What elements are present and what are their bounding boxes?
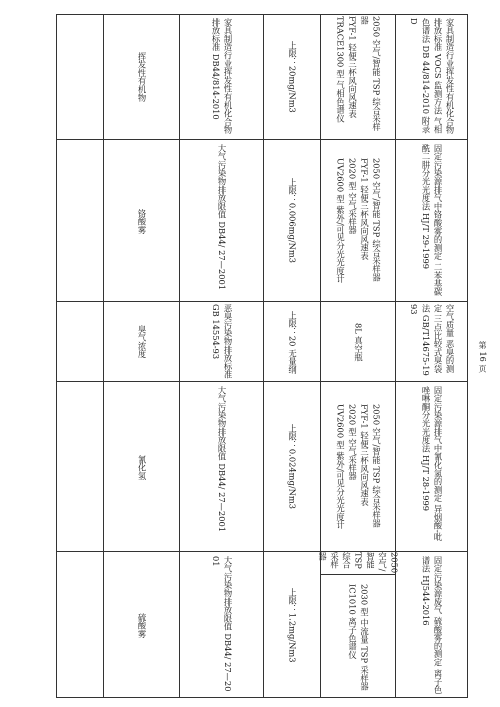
method-cell (395, 140, 468, 302)
method-cell (395, 552, 468, 698)
equipment-list (347, 584, 371, 691)
pollutant-name: 挥发性有机物 (137, 52, 147, 102)
standard-cell (179, 140, 264, 302)
equipment-item: UV2600 型 紫外/可见分光光度计 (335, 404, 346, 530)
limit-cell (263, 140, 321, 302)
limit-cell (263, 552, 321, 698)
method-cell (395, 302, 468, 382)
equipment-item: UV2600 型 紫外/可见分光光度计 (335, 158, 346, 284)
pollutant-name-cell (103, 140, 180, 302)
equipment-item: 2050 空气/智能 TSP 综合采样器 (371, 404, 382, 528)
table-row (57, 381, 467, 552)
pollutant-name-cell (103, 382, 180, 552)
table-row (57, 139, 467, 302)
standard-text: 大气污染物排放限值 DB44/ 27—2001 (211, 555, 233, 692)
equipment-item: FYF-1 轻便三杯风向风速表 (347, 16, 358, 119)
equipment-cell (320, 382, 396, 552)
standard-cell (179, 552, 264, 698)
equipment-item: FYF-1 轻便三杯风向风速表 (359, 158, 370, 261)
equipment-item: 2050 空气/智能 TSP 综合采样器 (371, 158, 382, 282)
blank-cell (57, 552, 103, 698)
equipment-subcell (321, 574, 396, 699)
equipment-cell (320, 302, 396, 382)
pollutant-name: 氰化氢 (137, 454, 147, 480)
equipment-item: 2050 空气/智能 TSP 综合采样器 (359, 16, 382, 132)
method-cell (395, 382, 468, 552)
pollutant-name: 硫酸雾 (137, 612, 147, 638)
equipment-item: 2050 空气/智能 TSP 综合采样器 (317, 552, 400, 574)
limit-cell (263, 15, 321, 139)
pollutant-name-cell (103, 15, 180, 139)
limit-text: 上限：0.006mg/Nm3 (287, 178, 298, 264)
table-row (57, 551, 467, 698)
blank-cell (57, 302, 103, 382)
equipment-item: 2020 型 空气采样器 (347, 158, 358, 235)
method-cell (395, 15, 468, 139)
method-text: 固定污染源废气 硫酸雾的测定 离子色谱法 HJ544-2016 (421, 555, 443, 694)
equipment-list (335, 158, 383, 283)
method-text: 固定污染源排气中铬酸雾的测定 二苯基碳酰二肼分光光度法 HJ/T 29-1999 (421, 144, 443, 297)
equipment-list (335, 16, 383, 138)
pollutant-name: 铬酸雾 (137, 208, 147, 234)
page-number: 第 16 页 (478, 341, 487, 373)
limit-text: 上限：0.024mg/Nm3 (287, 424, 298, 510)
standard-text: 恶臭污染物排放标准 GB 14554-93 (211, 304, 233, 379)
equipment-item: 8L 真空瓶 (353, 322, 364, 362)
method-text: 固定污染源排气中氰化氢的测定 异烟酸-吡唑啉酮分光光度法 HJ/T 28-1999 (421, 386, 443, 542)
standard-cell (179, 302, 264, 382)
table-row (57, 15, 467, 139)
monitoring-methods-table (56, 14, 468, 698)
equipment-cell (320, 140, 396, 302)
blank-cell (57, 382, 103, 552)
limit-cell (263, 302, 321, 382)
limit-text: 上限：1.2mg/Nm3 (287, 587, 298, 663)
method-text: 家具制造行业挥发性有机化合物排放标准 VOCS 监测方法 气相色谱法 DB 44/814-2010 附录 D (409, 18, 455, 135)
equipment-cell (317, 552, 400, 698)
limit-cell (263, 382, 321, 552)
standard-text: 家具制造行业挥发性有机化合物排放标准 DB44/814-2010 (211, 18, 233, 135)
blank-cell (57, 140, 103, 302)
equipment-subcell (317, 552, 400, 574)
standard-cell (179, 15, 264, 139)
equipment-item: FYF-1 轻便三杯风向风速表 (359, 404, 370, 507)
table-row (57, 301, 467, 382)
standard-text: 大气污染物排放限值 DB44/ 27—2001 (217, 386, 227, 533)
limit-text: 上限：20mg/Nm3 (287, 41, 298, 113)
equipment-item: TRACE1300 型 气相色谱仪 (335, 16, 346, 123)
blank-cell (57, 15, 103, 139)
standard-cell (179, 382, 264, 552)
equipment-cell (320, 15, 396, 139)
pollutant-name-cell (103, 552, 180, 698)
equipment-item: IC1010 离子色谱仪 (347, 583, 358, 659)
pollutant-name-cell (103, 302, 180, 382)
equipment-item: 2030 型 中流量 TSP 采样器 (359, 583, 370, 691)
equipment-item: 2020 型 空气采样器 (347, 404, 358, 481)
pollutant-name: 臭气浓度 (137, 325, 147, 359)
method-text: 空气质量 恶臭的测定 三点比较式臭袋法 GB/T14675-1993 (409, 304, 455, 376)
limit-text: 上限：20 无量纲 (287, 310, 298, 374)
standard-text: 大气污染物排放限值 DB44/ 27—2001 (217, 144, 227, 291)
equipment-list (335, 404, 383, 529)
